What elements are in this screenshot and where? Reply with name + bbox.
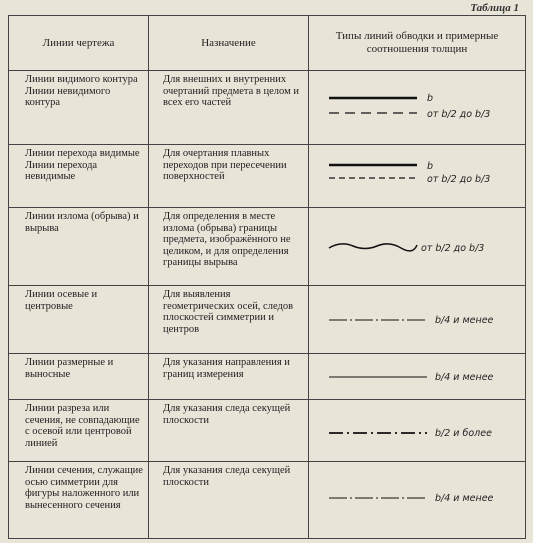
line-purpose: Для выявления геометрических осей, следов плоскостей симметрии и центров: [149, 286, 309, 354]
table-row: [9, 286, 526, 354]
line-name: Линии перехода видимые Линии перехода невидимые: [9, 145, 149, 208]
line-sample: [309, 208, 526, 286]
line-sample-drawing: [309, 208, 525, 285]
line-name: Линии размерные и выносные: [9, 354, 149, 400]
wavy-line: [329, 244, 417, 251]
table-row: [9, 400, 526, 462]
thickness-label: b/2 и более: [435, 428, 492, 439]
line-purpose: Для указания следа секущей плоскости: [149, 462, 309, 539]
line-purpose: Для очертания плавных переходов при пересечении поверхностей: [149, 145, 309, 208]
line-name: Линии излома (обрыва) и вырыва: [9, 208, 149, 286]
line-sample-drawing: [309, 354, 525, 399]
line-name: Линии разреза или сечения, не совпадающие с осевой или центровой линией: [9, 400, 149, 462]
thickness-label: b: [427, 93, 434, 104]
table-caption: Таблица 1: [470, 2, 519, 14]
thickness-label: b/4 и менее: [435, 372, 494, 383]
line-sample: [309, 462, 526, 539]
line-name: Линии видимого контура Линии невидимого контура: [9, 71, 149, 145]
thickness-label: от b/2 до b/3: [421, 243, 485, 254]
line-name: Линии осевые и центровые: [9, 286, 149, 354]
thickness-label: b/4 и менее: [435, 493, 494, 504]
thickness-label: b/4 и менее: [435, 315, 494, 326]
thickness-label: b: [427, 161, 434, 172]
line-sample: [309, 286, 526, 354]
table-row: [9, 71, 526, 145]
table-row: [9, 208, 526, 286]
line-sample-drawing: [309, 286, 525, 353]
thickness-label: от b/2 до b/3: [427, 109, 491, 120]
line-sample-drawing: [309, 400, 525, 461]
line-sample: [309, 145, 526, 208]
line-sample-drawing: [309, 145, 525, 207]
header-line-types: Типы линий обводки и примерные соотношения толщин: [309, 16, 526, 71]
header-lines: Линии чертежа: [9, 16, 149, 71]
table-row: [9, 462, 526, 539]
line-name: Линии сечения, служащие осью симметрии для фигуры наложенного или вынесенного сечения: [9, 462, 149, 539]
line-purpose: Для определения в месте излома (обрыва) границы предмета, изображённого не целиком, и для определения границы вырыва: [149, 208, 309, 286]
table-row: [9, 354, 526, 400]
line-sample: [309, 354, 526, 400]
header-purpose: Назначение: [149, 16, 309, 71]
line-purpose: Для внешних и внутренних очертаний предмета в целом и всех его частей: [149, 71, 309, 145]
line-sample: [309, 400, 526, 462]
line-sample: [309, 71, 526, 145]
line-types-table: [8, 15, 526, 539]
table-row: [9, 145, 526, 208]
line-purpose: Для указания направления и границ измерения: [149, 354, 309, 400]
line-sample-drawing: [309, 462, 525, 538]
line-sample-drawing: [309, 71, 525, 144]
line-purpose: Для указания следа секущей плоскости: [149, 400, 309, 462]
header-row: [9, 16, 526, 71]
thickness-label: от b/2 до b/3: [427, 174, 491, 185]
